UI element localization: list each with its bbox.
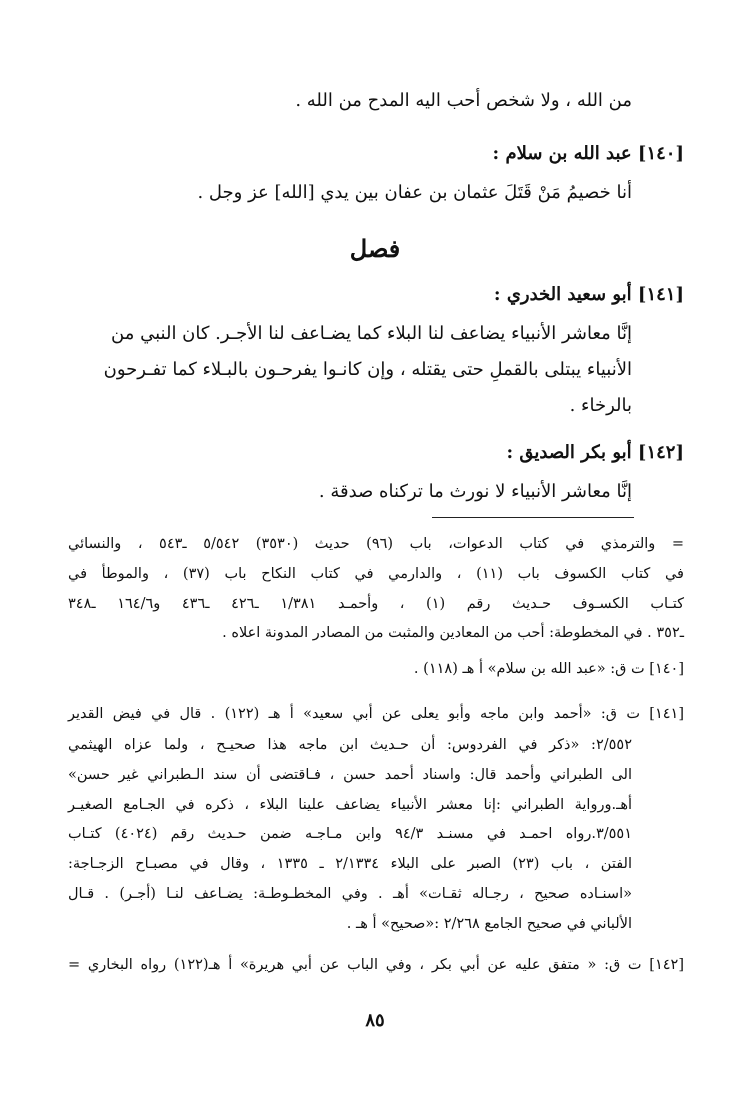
footnote-141-line-2: ٢/٥٥٢: «ذكر في الفردوس: أن حـديث ابن ماجه هذا صحيـح ، ولما عزاه الهيثمي bbox=[68, 737, 632, 753]
page-number: ٨٥ bbox=[365, 1010, 385, 1031]
footnote-141-line-7: «اسنـاده صحيح ، رجـاله ثقـات» أهـ . وفي المخطـوطـة: يضـاعف لنـا (أجـر) . قـال bbox=[68, 886, 632, 902]
entry-number: [١٤٠] bbox=[637, 143, 684, 164]
footnote-141-line-3: الى الطبراني وأحمد قال: واسناد أحمد حسن ، فـاقتضى أن سند الـطبراني غير حسن» bbox=[68, 767, 632, 783]
footnote-141-line-4: أهـ.ورواية الطبراني :إنا معشر الأنبياء يضاعف علينا البلاء ، ذكره في الجـامع الصغيـر bbox=[68, 797, 632, 813]
footnote-continued-line-2: في كتاب الكسوف باب (١١) ، والدارمي في كتاب النكاح باب (٣٧) ، والموطأ في bbox=[68, 566, 684, 582]
footnote-continued-line-4: ـ٣٥٢ . في المخطوطة: أحب من المعادين والمثبت من المصادر المدونة اعلاه . bbox=[222, 625, 684, 641]
entry-heading-142 bbox=[506, 442, 684, 463]
footnote-141-line-8: الألباني في صحيح الجامع ٢/٢٦٨ :«صحيح» أ هـ . bbox=[346, 916, 632, 932]
entry-text-140: أنا خصيمُ مَنْ قَتَلَ عثمان بن عفان بين يدي [الله] عز وجل . bbox=[197, 182, 632, 203]
entry-number: [١٤٢] bbox=[637, 442, 684, 463]
entry-heading-140 bbox=[493, 143, 684, 164]
footnote-separator bbox=[432, 517, 634, 518]
footnote-continued-line-1: = والترمذي في كتاب الدعوات، باب (٩٦) حديث (٣٥٣٠) ٥/٥٤٢ ـ٥٤٣ ، والنسائي bbox=[68, 536, 684, 552]
section-title: فصل bbox=[349, 234, 401, 263]
entry-text-141-line-2: الأنبياء يبتلى بالقملِ حتى يقتله ، وإن كانـوا يفرحـون بالبـلاء كما تفـرحون bbox=[103, 359, 632, 380]
narrator-name: أبو بكر الصديق : bbox=[506, 442, 632, 463]
narrator-name: أبو سعيد الخدري : bbox=[493, 284, 632, 305]
footnote-141-line-6: الفتن ، باب (٢٣) الصبر على البلاء ٢/١٣٣٤ ـ ١٣٣٥ ، وقال في مصبـاح الزجـاجة: bbox=[68, 856, 632, 872]
entry-number: [١٤١] bbox=[637, 284, 684, 305]
entry-text-141-line-1: إنَّا معاشر الأنبياء يضاعف لنا البلاء كما يضـاعف لنا الأجـر. كان النبي من bbox=[111, 323, 632, 344]
footnote-141-line-1: [١٤١] ت ق: «أحمد وابن ماجه وأبو يعلى عن أبي سعيد» أ هـ (١٢٢) . قال في فيض القدير bbox=[68, 706, 684, 722]
footnote-140: [١٤٠] ت ق: «عبد الله بن سلام» أ هـ (١١٨) . bbox=[413, 661, 684, 677]
narrator-name: عبد الله بن سلام : bbox=[492, 143, 632, 164]
entry-heading-141 bbox=[494, 284, 684, 305]
continuation-line: من الله ، ولا شخص أحب اليه المدح من الله . bbox=[295, 90, 632, 111]
entry-text-141-line-3: بالرخاء . bbox=[569, 395, 632, 416]
footnote-continued-line-3: كتـاب الكسـوف حـديث رقم (١) ، وأحمـد ١/٣٨١ ـ٤٢٦ ـ٤٣٦ و١٦٤/٦ ـ٣٤٨ bbox=[68, 596, 684, 612]
footnote-142: [١٤٢] ت ق: « متفق عليه عن أبي بكر ، وفي الباب عن أبي هريرة» أ هـ(١٢٢) رواه البخاري = bbox=[68, 957, 684, 973]
footnote-141-line-5: ٣/٥٥١.رواه احمـد في مسنـد ٩٤/٣ وابن مـاجـه ضمن حـديث رقم (٤٠٢٤) كتـاب bbox=[68, 826, 632, 842]
entry-text-142: إنَّا معاشر الأنبياء لا نورث ما تركناه صدقة . bbox=[318, 481, 632, 502]
